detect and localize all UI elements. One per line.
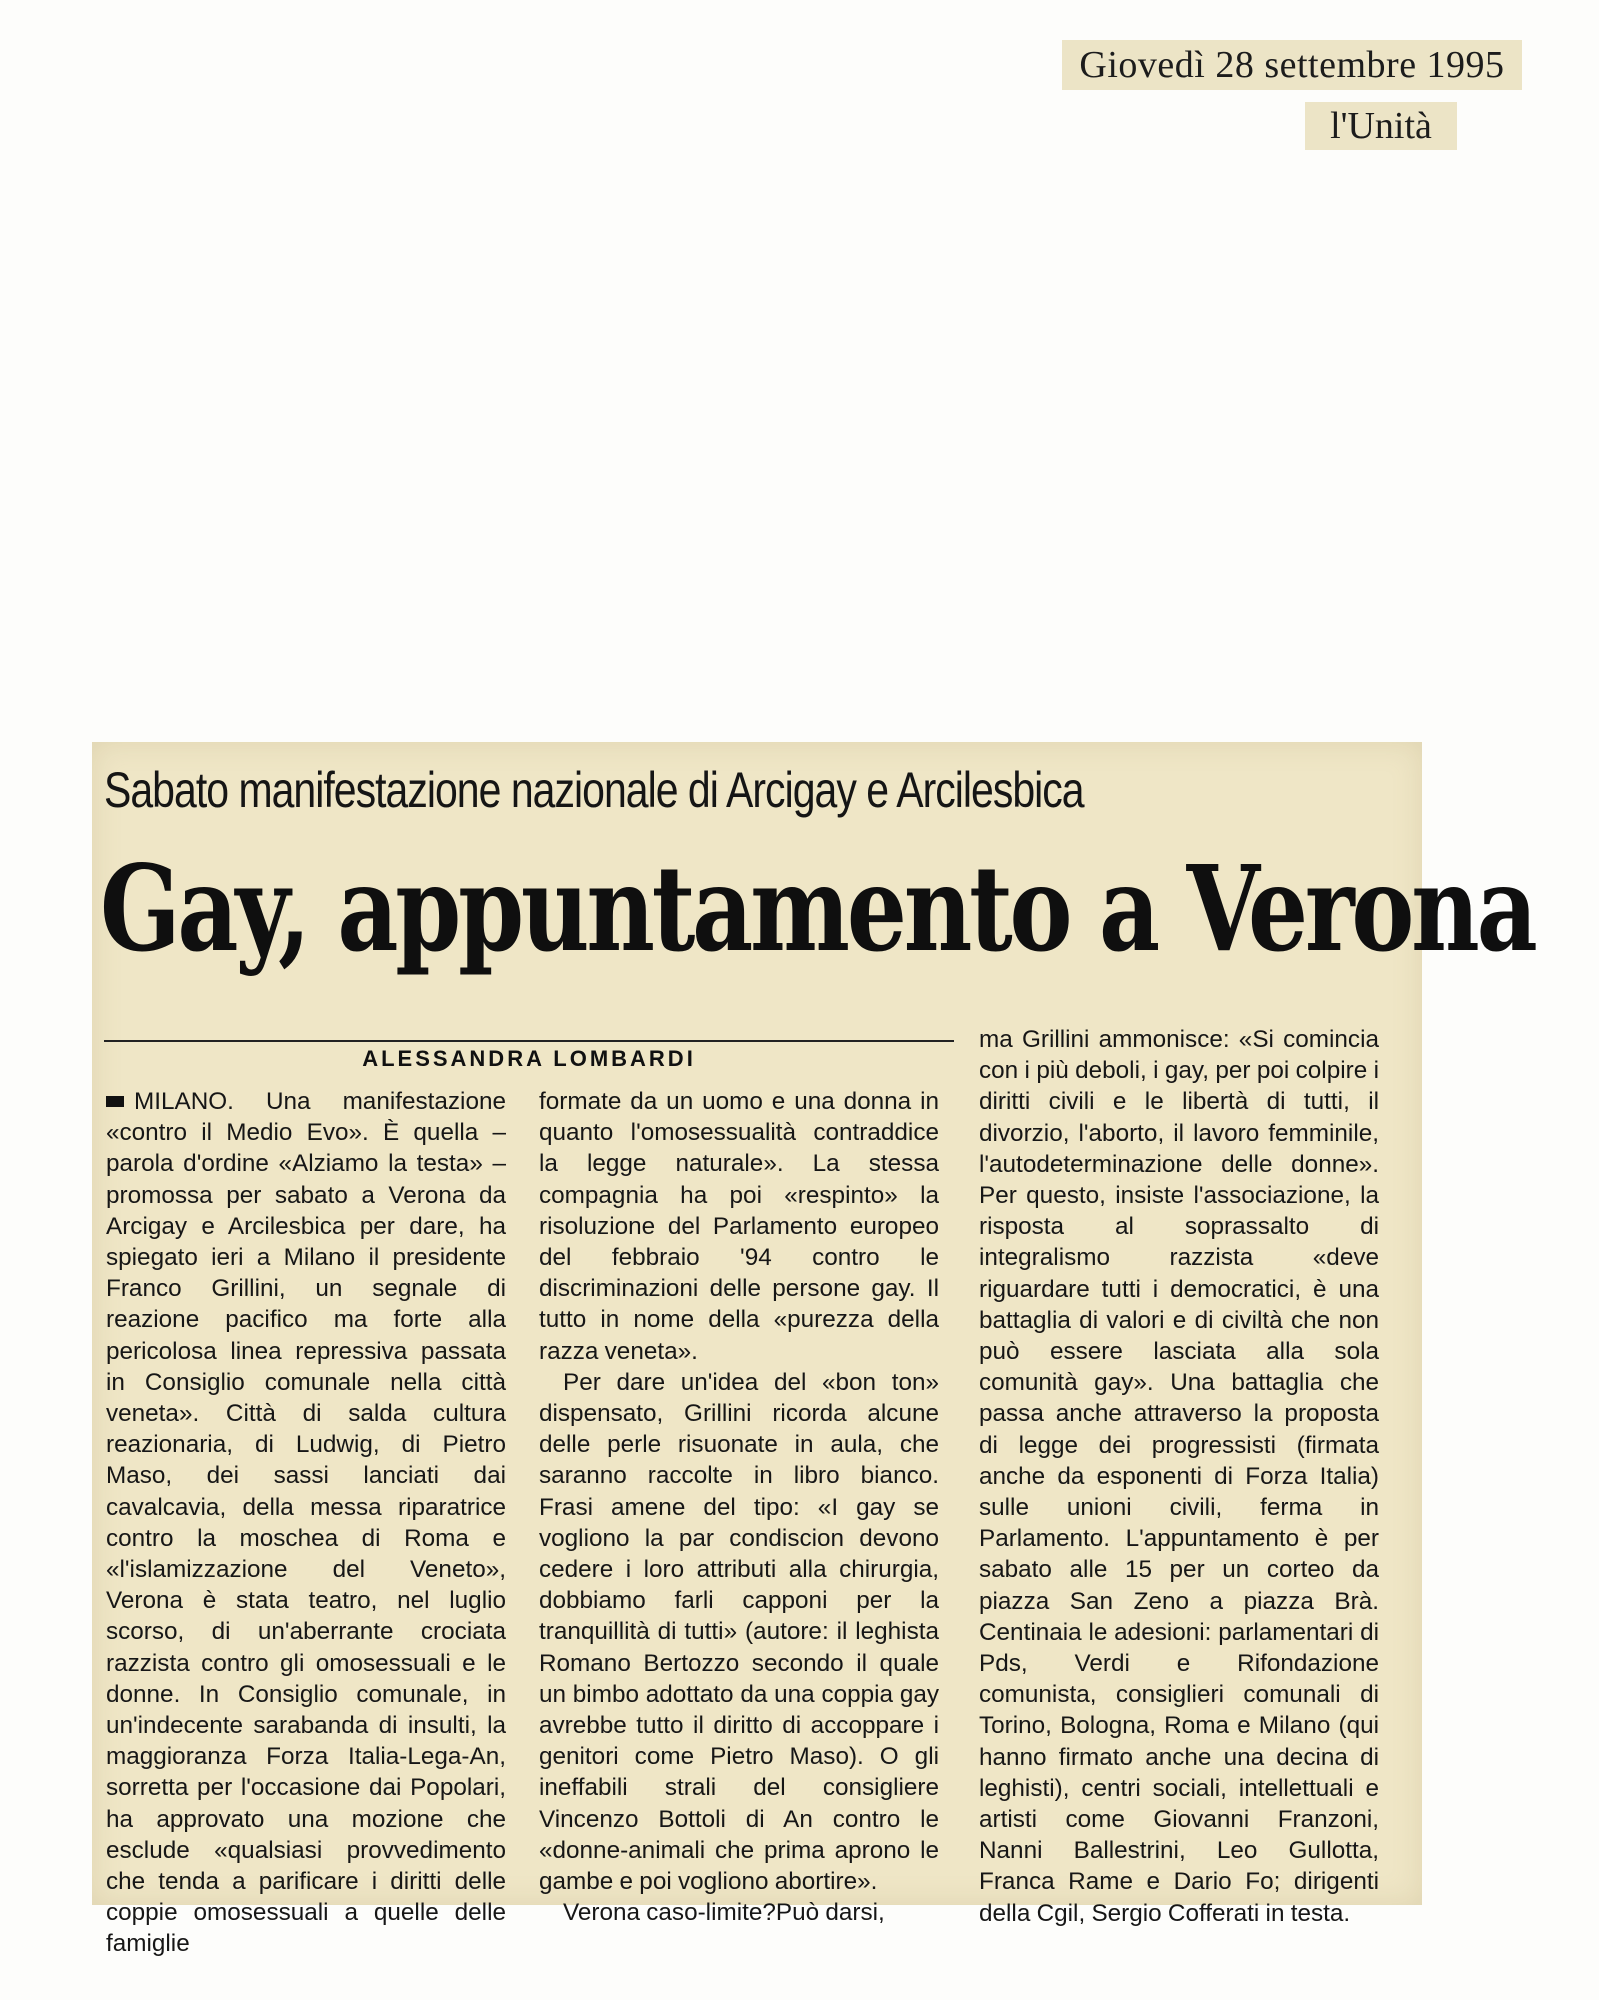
article-column-2 xyxy=(539,1086,939,1928)
bullet-marker xyxy=(106,1096,124,1107)
paragraph-text: MILANO. Una manifestazione «contro il Medio Evo». È quella – parola d'ordine «Alziamo la testa» – promossa per sabato a Verona da Arcigay e Arcilesbica per dare, ha spiegato ieri a Milano il presidente Franco Grillini, un segnale di reazione pacifico ma forte alla pericolosa linea repressiva passata in Consiglio comunale nella città veneta». Città di salda cultura reazionaria, di Ludwig, di Pietro Maso, dei sassi lanciati dai cavalcavia, della messa riparatrice contro la moschea di Roma e «l'islamizzazione del Veneto», Verona è stata teatro, nel luglio scorso, di un'aberrante crociata razzista contro gli omosessuali e le donne. In Consiglio comunale, in un'indecente sarabanda di insulti, la maggioranza Forza Italia-Lega-An, sorretta per l'occasione dai Popolari, ha approvato una mozione che esclude «qualsiasi provvedimento che tenda a parificare i diritti delle coppie omosessuali a quelle delle famiglie xyxy=(106,1088,506,1958)
paragraph: Verona caso-limite?Può darsi, xyxy=(563,1899,885,1927)
date-label: Giovedì 28 settembre 1995 xyxy=(1062,40,1522,90)
byline-rule xyxy=(104,1040,954,1042)
newspaper-name: l'Unità xyxy=(1305,102,1457,150)
article-byline: ALESSANDRA LOMBARDI xyxy=(362,1046,696,1071)
paragraph: Per dare un'idea del «bon ton» dispensato, Grillini ricorda alcune delle perle risuonate in aula, che saranno raccolte in libro bianco. Frasi amene del tipo: «I gay se vogliono la par condiscion devono cedere i loro attributi alla chirurgia, dobbiamo farli capponi per la tranquillità di tutti» (autore: il leghista Romano Bertozzo secondo il quale un bimbo adottato da una coppia gay avrebbe tutto il diritto di accoppare i genitori come Pietro Maso). O gli ineffabili strali del consigliere Vincenzo Bottoli di An contro le «donne-animali che prima aprono le gambe e poi vogliono abortire». xyxy=(539,1368,939,1896)
article-column-3 xyxy=(979,1024,1379,1929)
paragraph: ma Grillini ammonisce: «Si comincia con i più deboli, i gay, per poi colpire i diritti civili e le libertà di tutti, il divorzio, l'aborto, il lavoro femminile, l'autodeterminazione delle donne». Per questo, insiste l'associazione, la risposta al soprassalto di integralismo razzista «deve riguardare tutti i democratici, è una battaglia di valori e di civiltà che non può essere lasciata alla sola comunità gay». Una battaglia che passa anche attraverso la proposta di legge dei progressisti (firmata anche da esponenti di Forza Italia) sulle unioni civili, ferma in Parlamento. L'appuntamento è per sabato alle 15 per un corteo da piazza San Zeno a piazza Brà. Centinaia le adesioni: parlamentari di Pds, Verdi e Rifondazione comunista, consiglieri comunali di Torino, Bologna, Roma e Milano (qui hanno firmato anche una decina di leghisti), centri sociali, intellettuali e artisti come Giovanni Franzoni, Nanni Ballestrini, Leo Gullotta, Franca Rame e Dario Fo; dirigenti della Cgil, Sergio Cofferati in testa. xyxy=(979,1026,1379,1927)
paragraph xyxy=(106,1086,506,1960)
paragraph: formate da un uomo e una donna in quanto l'omosessualità contraddice la legge naturale». La stessa compagnia ha poi «respinto» la risoluzione del Parlamento europeo del febbraio '94 contro le discriminazioni delle persone gay. Il tutto in nome della «purezza della razza veneta». xyxy=(539,1088,939,1365)
article-headline: Gay, appuntamento a Verona xyxy=(100,839,1535,978)
article-column-1 xyxy=(106,1086,506,1960)
article-subtitle: Sabato manifestazione nazionale di Arcigay e Arcilesbica xyxy=(104,762,1084,818)
newspaper-clipping xyxy=(92,742,1535,1958)
